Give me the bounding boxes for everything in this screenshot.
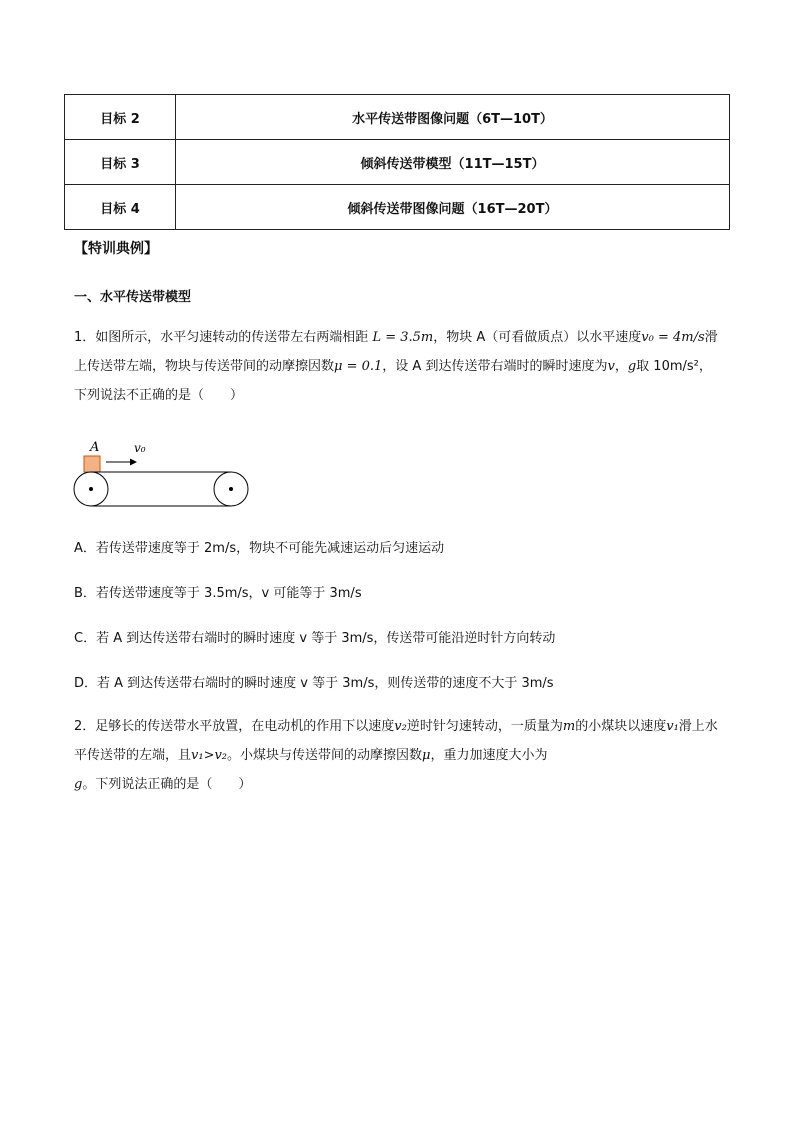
- targets-table: [64, 94, 730, 230]
- right-axle-icon: [229, 487, 233, 491]
- option-c: C．若 A 到达传送带右端时的瞬时速度 v 等于 3m/s，传送带可能沿逆时针方向转动: [74, 631, 556, 646]
- target-content: 倾斜传送带图像问题（16T—20T）: [176, 185, 730, 230]
- table-row: [65, 185, 730, 230]
- subsection-title: 一、水平传送带模型: [74, 290, 192, 305]
- block-a-icon: [84, 456, 100, 472]
- target-label: 目标 3: [65, 140, 176, 185]
- question-number: 1．: [74, 330, 96, 345]
- label-a: A: [90, 440, 100, 455]
- question-number: 2．: [74, 719, 96, 734]
- target-content: 倾斜传送带模型（11T—15T）: [176, 140, 730, 185]
- label-v0: v₀: [134, 441, 146, 455]
- length-expr: L = 3.5m: [372, 330, 434, 345]
- table-row: [65, 140, 730, 185]
- target-content: 水平传送带图像问题（6T—10T）: [176, 95, 730, 140]
- left-axle-icon: [89, 487, 93, 491]
- option-d: D．若 A 到达传送带右端时的瞬时速度 v 等于 3m/s，则传送带的速度不大于 3m/s: [74, 676, 554, 691]
- question-2-text: 2．足够长的传送带水平放置，在电动机的作用下以速度v₂逆时针匀速转动，一质量为m的小煤块以速度v₁滑上水平传送带的左端，且v₁>v₂。小煤块与传送带间的动摩擦因数μ，重力加速度大小为g。下列说法正确的是（ ）: [74, 719, 718, 792]
- question-1-text: 1．如图所示，水平匀速转动的传送带左右两端相距 L = 3.5m，物块 A（可看做质点）以水平速度v₀ = 4m/s滑上传送带左端，物块与传送带间的动摩擦因数μ = 0.1，设 A 到达传送带右端时的瞬时速度为v，g取 10m/s²，下列说法不正确的是（ ）: [74, 330, 718, 403]
- section-title: 【特训典例】: [74, 241, 158, 257]
- table-row: [65, 95, 730, 140]
- option-b: B．若传送带速度等于 3.5m/s，v 可能等于 3m/s: [74, 586, 362, 601]
- mu-expr: μ = 0.1: [334, 359, 383, 374]
- option-a: A．若传送带速度等于 2m/s，物块不可能先减速运动后匀速运动: [74, 541, 445, 556]
- target-label: 目标 4: [65, 185, 176, 230]
- target-label: 目标 2: [65, 95, 176, 140]
- v0-expr: v₀ = 4m/s: [641, 330, 705, 345]
- conveyor-belt-figure: [70, 436, 260, 512]
- arrow-head-icon: [130, 459, 137, 466]
